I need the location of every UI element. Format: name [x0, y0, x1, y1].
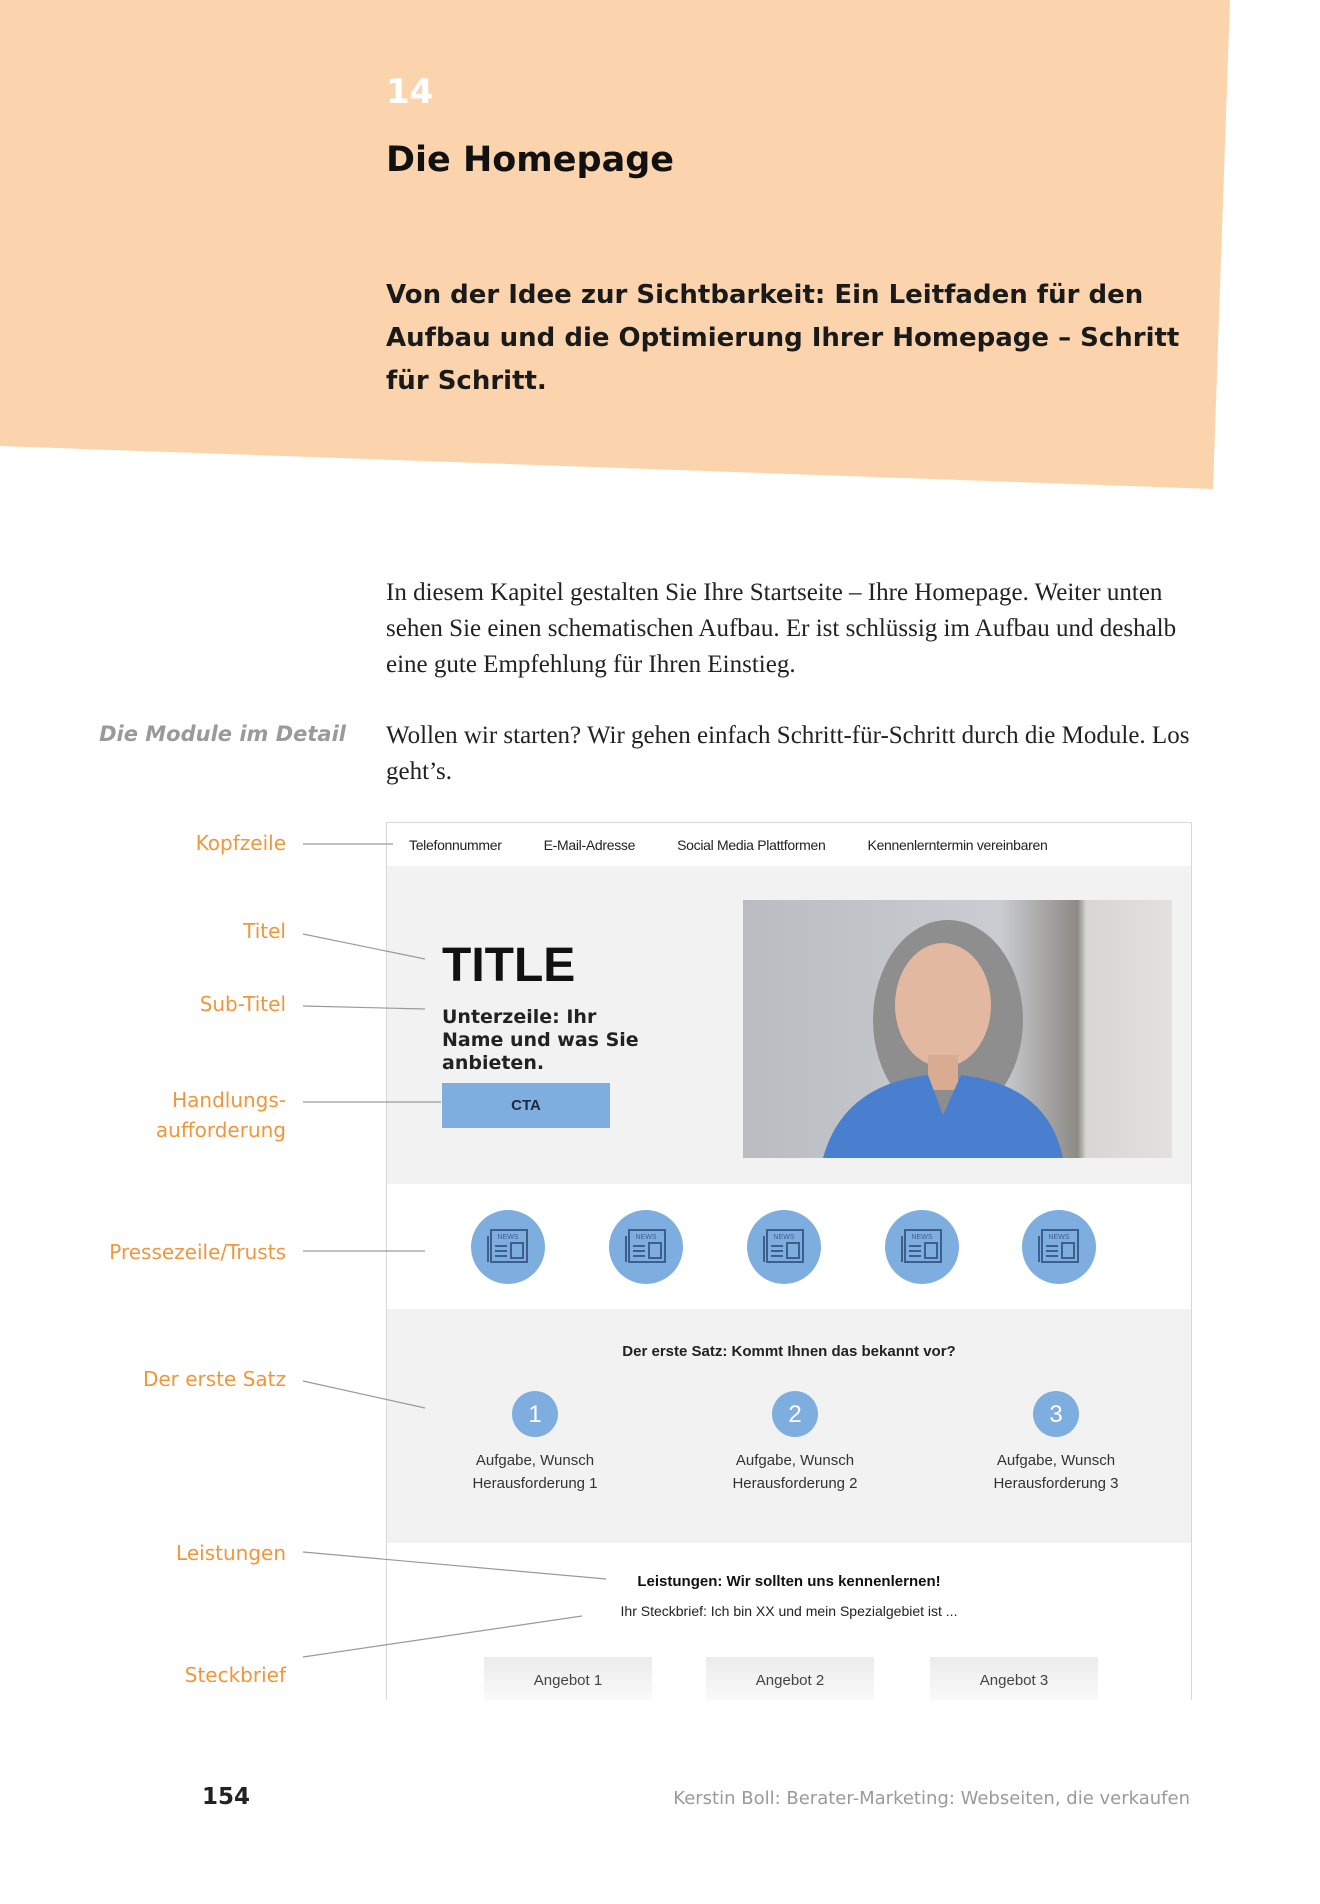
label-presse: Pressezeile/Trusts — [109, 1240, 286, 1264]
news-icon — [1022, 1210, 1096, 1284]
mockup-trust-row — [387, 1184, 1191, 1309]
mockup-services — [387, 1543, 1191, 1700]
chapter-subtitle: Von der Idee zur Sichtbarkeit: Ein Leitfaden für den Aufbau und die Optimierung Ihrer Homepage – Schritt für Schritt. — [386, 280, 1180, 396]
portrait-photo — [743, 900, 1172, 1158]
profile-text: Ihr Steckbrief: Ich bin XX und mein Spezialgebiet ist ... — [620, 1603, 958, 1619]
label-steckbrief: Steckbrief — [184, 1663, 286, 1687]
nav-email[interactable]: E-Mail-Adresse — [543, 836, 636, 853]
mockup-hero — [387, 866, 1191, 1184]
svg-text:NEWS: NEWS — [497, 1234, 519, 1241]
chapter-title: Die Homepage — [386, 140, 674, 180]
page-number: 154 — [202, 1784, 251, 1810]
label-satz: Der erste Satz — [142, 1367, 286, 1391]
mockup-title: TITLE — [442, 939, 576, 992]
step-line1: Aufgabe, Wunsch — [996, 1452, 1116, 1469]
step-number: 1 — [512, 1391, 558, 1437]
offer-card-2[interactable]: Angebot 2 — [706, 1657, 874, 1700]
nav-appointment[interactable]: Kennenlerntermin vereinbaren — [867, 836, 1048, 853]
svg-text:NEWS: NEWS — [911, 1234, 933, 1241]
margin-note: Die Module im Detail — [99, 722, 346, 746]
lead-paragraph: Wollen wir starten? Wir gehen einfach Schritt-für-Schritt durch die Module. Los geht’s. — [386, 722, 1190, 785]
step-item — [956, 1391, 1156, 1495]
offer-card-1[interactable]: Angebot 1 — [484, 1657, 652, 1700]
svg-text:NEWS: NEWS — [635, 1234, 657, 1241]
homepage-mockup — [386, 822, 1192, 1700]
step-number: 3 — [1033, 1391, 1079, 1437]
label-cta — [156, 1085, 286, 1145]
footer-text: Kerstin Boll: Berater-Marketing: Webseiten, die verkaufen — [673, 1788, 1190, 1809]
step-item — [695, 1391, 895, 1495]
news-icon — [885, 1210, 959, 1284]
step-line2: Herausforderung 3 — [993, 1475, 1119, 1492]
label-cta-line2: aufforderung — [155, 1118, 286, 1142]
step-line2: Herausforderung 1 — [472, 1475, 598, 1492]
news-icon — [609, 1210, 683, 1284]
label-subtitel: Sub-Titel — [199, 992, 286, 1016]
step-item — [435, 1391, 635, 1495]
offer-card-3[interactable]: Angebot 3 — [930, 1657, 1098, 1700]
intro-paragraph: In diesem Kapitel gestalten Sie Ihre Startseite – Ihre Homepage. Weiter unten sehen Sie einen schematischen Aufbau. Er ist schlüssig im Aufbau und deshalb eine gute Empfehlung für Ihren Einstieg. — [386, 579, 1177, 678]
step-line2: Herausforderung 2 — [732, 1475, 858, 1492]
services-heading: Leistungen: Wir sollten uns kennenlernen! — [637, 1573, 941, 1590]
news-icon — [471, 1210, 545, 1284]
chapter-header-band — [0, 0, 1320, 500]
step-line1: Aufgabe, Wunsch — [735, 1452, 855, 1469]
news-icon — [747, 1210, 821, 1284]
portrait-illustration — [743, 900, 1172, 1158]
mockup-subtitle: Unterzeile: Ihr Name und was Sie anbieten. — [442, 1006, 639, 1074]
satz-heading: Der erste Satz: Kommt Ihnen das bekannt vor? — [622, 1343, 956, 1360]
cta-button[interactable]: CTA — [442, 1083, 610, 1128]
mockup-header-bar — [387, 823, 1191, 866]
mockup-first-sentence — [387, 1309, 1191, 1543]
svg-text:NEWS: NEWS — [773, 1234, 795, 1241]
step-line1: Aufgabe, Wunsch — [475, 1452, 595, 1469]
label-kopfzeile: Kopfzeile — [195, 831, 286, 855]
nav-phone[interactable]: Telefonnummer — [409, 836, 502, 853]
label-titel: Titel — [243, 919, 286, 943]
step-number: 2 — [772, 1391, 818, 1437]
chapter-number: 14 — [386, 72, 434, 112]
label-leistungen: Leistungen — [176, 1541, 286, 1565]
label-cta-line1: Handlungs- — [172, 1088, 286, 1112]
nav-social[interactable]: Social Media Plattformen — [677, 836, 826, 853]
svg-text:NEWS: NEWS — [1048, 1234, 1070, 1241]
